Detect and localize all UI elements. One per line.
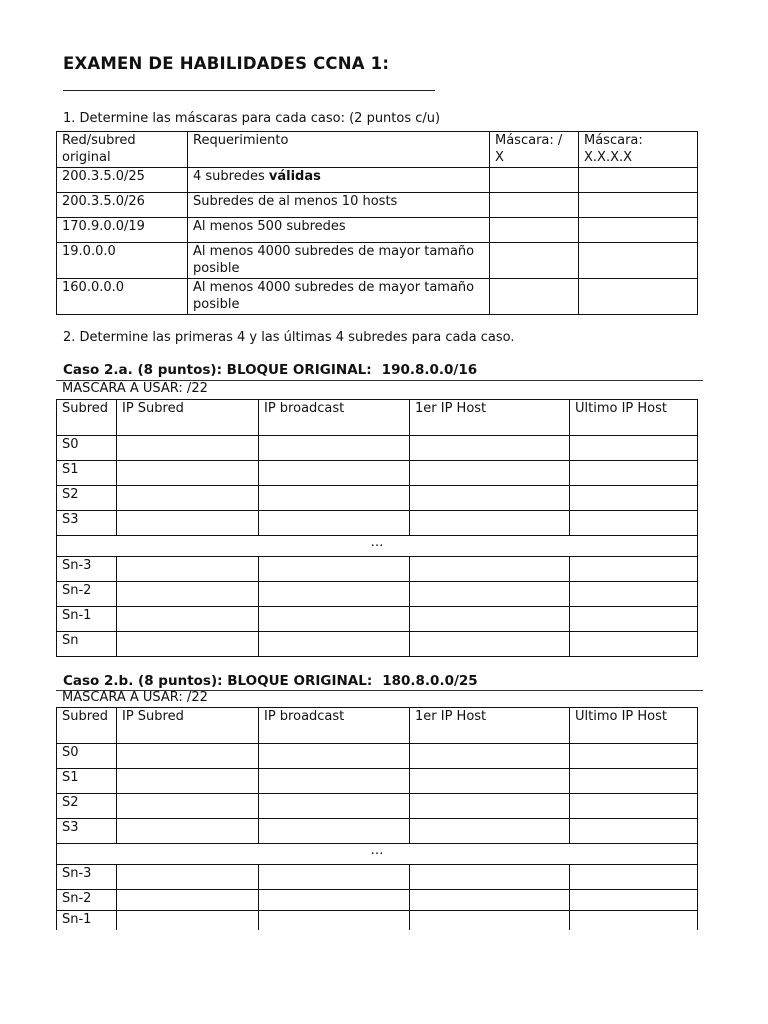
first-host-answer[interactable] [410, 794, 570, 819]
table-row [57, 436, 698, 461]
subnet-label: S0 [57, 436, 117, 461]
ip-broadcast-answer[interactable] [259, 436, 410, 461]
question-2-prompt: 2. Determine las primeras 4 y las últimas 4 subredes para cada caso. [63, 330, 515, 345]
ip-broadcast-answer[interactable] [259, 890, 410, 911]
first-host-answer[interactable] [410, 486, 570, 511]
last-host-answer[interactable] [570, 794, 698, 819]
masks-table-header [57, 132, 698, 168]
requirement-text: 4 subredes [193, 169, 269, 184]
requirement-cell [188, 168, 490, 193]
last-host-answer[interactable] [570, 582, 698, 607]
ip-broadcast-answer[interactable] [259, 461, 410, 486]
first-host-answer[interactable] [410, 511, 570, 536]
first-host-answer[interactable] [410, 607, 570, 632]
ip-broadcast-answer[interactable] [259, 557, 410, 582]
ip-subnet-answer[interactable] [117, 511, 259, 536]
ip-broadcast-answer[interactable] [259, 865, 410, 890]
subnet-label: Sn-2 [57, 582, 117, 607]
subnet-label: S2 [57, 486, 117, 511]
case-a-heading [63, 362, 477, 378]
header-ip-broadcast: IP broadcast [259, 400, 410, 436]
ip-broadcast-answer[interactable] [259, 744, 410, 769]
ellipsis-cell: … [57, 844, 698, 865]
table-row [57, 632, 698, 657]
table-row [57, 243, 698, 279]
network-cell: 170.9.0.0/19 [57, 218, 188, 243]
ip-subnet-answer[interactable] [117, 607, 259, 632]
subnet-label: S1 [57, 769, 117, 794]
first-host-answer[interactable] [410, 632, 570, 657]
requirement-emphasis: válidas [268, 169, 321, 184]
table-row [57, 794, 698, 819]
subnets-table-header [57, 400, 698, 436]
case-b-mask: MASCARA A USAR: /22 [62, 690, 208, 705]
table-row [57, 279, 698, 315]
subnets-table-header [57, 708, 698, 744]
first-host-answer[interactable] [410, 911, 570, 931]
table-row [57, 218, 698, 243]
case-b-label: Caso 2.b. (8 puntos): BLOQUE ORIGINAL: [63, 673, 373, 689]
header-mask-prefix: Máscara: / X [490, 132, 579, 168]
ip-subnet-answer[interactable] [117, 557, 259, 582]
subnets-table-b [56, 707, 698, 930]
subnet-label: S3 [57, 511, 117, 536]
ellipsis-row [57, 844, 698, 865]
first-host-answer[interactable] [410, 819, 570, 844]
table-row [57, 890, 698, 911]
first-host-answer[interactable] [410, 461, 570, 486]
header-ip-subnet: IP Subred [117, 708, 259, 744]
mask-prefix-answer[interactable] [490, 168, 579, 193]
header-subnet: Subred [57, 708, 117, 744]
table-row [57, 582, 698, 607]
ip-broadcast-answer[interactable] [259, 819, 410, 844]
header-requirement: Requerimiento [188, 132, 490, 168]
header-subnet: Subred [57, 400, 117, 436]
table-row [57, 461, 698, 486]
first-host-answer[interactable] [410, 865, 570, 890]
subnet-label: S0 [57, 744, 117, 769]
last-host-answer[interactable] [570, 461, 698, 486]
subnets-table-a [56, 399, 698, 657]
ip-subnet-answer[interactable] [117, 865, 259, 890]
header-last-host: Ultimo IP Host [570, 708, 698, 744]
table-row [57, 769, 698, 794]
table-row [57, 168, 698, 193]
header-ip-subnet: IP Subred [117, 400, 259, 436]
requirement-cell: Al menos 4000 subredes de mayor tamaño posible [188, 243, 490, 279]
subnet-label: Sn [57, 632, 117, 657]
ip-subnet-answer[interactable] [117, 582, 259, 607]
ip-subnet-answer[interactable] [117, 632, 259, 657]
subnet-label: Sn-1 [57, 607, 117, 632]
ip-broadcast-answer[interactable] [259, 511, 410, 536]
ip-broadcast-answer[interactable] [259, 582, 410, 607]
ellipsis-cell: … [57, 536, 698, 557]
mask-dotted-answer[interactable] [579, 168, 698, 193]
network-cell: 200.3.5.0/25 [57, 168, 188, 193]
mask-dotted-answer[interactable] [579, 279, 698, 315]
last-host-answer[interactable] [570, 769, 698, 794]
ip-subnet-answer[interactable] [117, 486, 259, 511]
ip-subnet-answer[interactable] [117, 769, 259, 794]
first-host-answer[interactable] [410, 557, 570, 582]
subnet-label: Sn-3 [57, 557, 117, 582]
header-first-host: 1er IP Host [410, 400, 570, 436]
last-host-answer[interactable] [570, 557, 698, 582]
table-row [57, 819, 698, 844]
masks-table [56, 131, 698, 315]
last-host-answer[interactable] [570, 436, 698, 461]
header-last-host: Ultimo IP Host [570, 400, 698, 436]
subnet-label: S1 [57, 461, 117, 486]
last-host-answer[interactable] [570, 511, 698, 536]
ip-subnet-answer[interactable] [117, 794, 259, 819]
subnet-label: S3 [57, 819, 117, 844]
ip-broadcast-answer[interactable] [259, 607, 410, 632]
header-network: Red/subred original [57, 132, 188, 168]
ip-subnet-answer[interactable] [117, 819, 259, 844]
last-host-answer[interactable] [570, 911, 698, 931]
ip-broadcast-answer[interactable] [259, 769, 410, 794]
network-cell: 160.0.0.0 [57, 279, 188, 315]
last-host-answer[interactable] [570, 865, 698, 890]
ip-subnet-answer[interactable] [117, 911, 259, 931]
subnet-label: S2 [57, 794, 117, 819]
table-row [57, 865, 698, 890]
mask-prefix-answer[interactable] [490, 218, 579, 243]
table-row [57, 607, 698, 632]
network-cell: 200.3.5.0/26 [57, 193, 188, 218]
case-a-mask: MASCARA A USAR: /22 [62, 381, 208, 396]
table-row [57, 744, 698, 769]
table-row [57, 911, 698, 931]
mask-dotted-answer[interactable] [579, 243, 698, 279]
last-host-answer[interactable] [570, 486, 698, 511]
mask-dotted-answer[interactable] [579, 193, 698, 218]
mask-prefix-answer[interactable] [490, 243, 579, 279]
table-row [57, 193, 698, 218]
first-host-answer[interactable] [410, 744, 570, 769]
last-host-answer[interactable] [570, 890, 698, 911]
exam-title: EXAMEN DE HABILIDADES CCNA 1: [63, 54, 390, 73]
case-b-block: 180.8.0.0/25 [382, 673, 478, 689]
last-host-answer[interactable] [570, 819, 698, 844]
header-ip-broadcast: IP broadcast [259, 708, 410, 744]
network-cell: 19.0.0.0 [57, 243, 188, 279]
table-row [57, 511, 698, 536]
case-b-heading [63, 673, 478, 689]
subnet-label: Sn-3 [57, 865, 117, 890]
table-row [57, 486, 698, 511]
subnet-label: Sn-2 [57, 890, 117, 911]
first-host-answer[interactable] [410, 890, 570, 911]
ip-subnet-answer[interactable] [117, 744, 259, 769]
ellipsis-row [57, 536, 698, 557]
question-1-prompt: 1. Determine las máscaras para cada caso: (2 puntos c/u) [63, 111, 441, 126]
subnet-label: Sn-1 [57, 911, 117, 931]
header-mask-dotted: Máscara: X.X.X.X [579, 132, 698, 168]
ip-subnet-answer[interactable] [117, 436, 259, 461]
requirement-cell: Al menos 500 subredes [188, 218, 490, 243]
ip-subnet-answer[interactable] [117, 890, 259, 911]
last-host-answer[interactable] [570, 632, 698, 657]
ip-broadcast-answer[interactable] [259, 911, 410, 931]
ip-broadcast-answer[interactable] [259, 794, 410, 819]
case-a-label: Caso 2.a. (8 puntos): BLOQUE ORIGINAL: [63, 362, 372, 378]
first-host-answer[interactable] [410, 436, 570, 461]
first-host-answer[interactable] [410, 582, 570, 607]
ip-subnet-answer[interactable] [117, 461, 259, 486]
table-row [57, 557, 698, 582]
mask-prefix-answer[interactable] [490, 279, 579, 315]
header-first-host: 1er IP Host [410, 708, 570, 744]
last-host-answer[interactable] [570, 744, 698, 769]
requirement-cell: Al menos 4000 subredes de mayor tamaño posible [188, 279, 490, 315]
ip-broadcast-answer[interactable] [259, 486, 410, 511]
title-underline [63, 90, 435, 91]
first-host-answer[interactable] [410, 769, 570, 794]
mask-dotted-answer[interactable] [579, 218, 698, 243]
mask-prefix-answer[interactable] [490, 193, 579, 218]
requirement-cell: Subredes de al menos 10 hosts [188, 193, 490, 218]
last-host-answer[interactable] [570, 607, 698, 632]
ip-broadcast-answer[interactable] [259, 632, 410, 657]
case-a-block: 190.8.0.0/16 [381, 362, 478, 378]
